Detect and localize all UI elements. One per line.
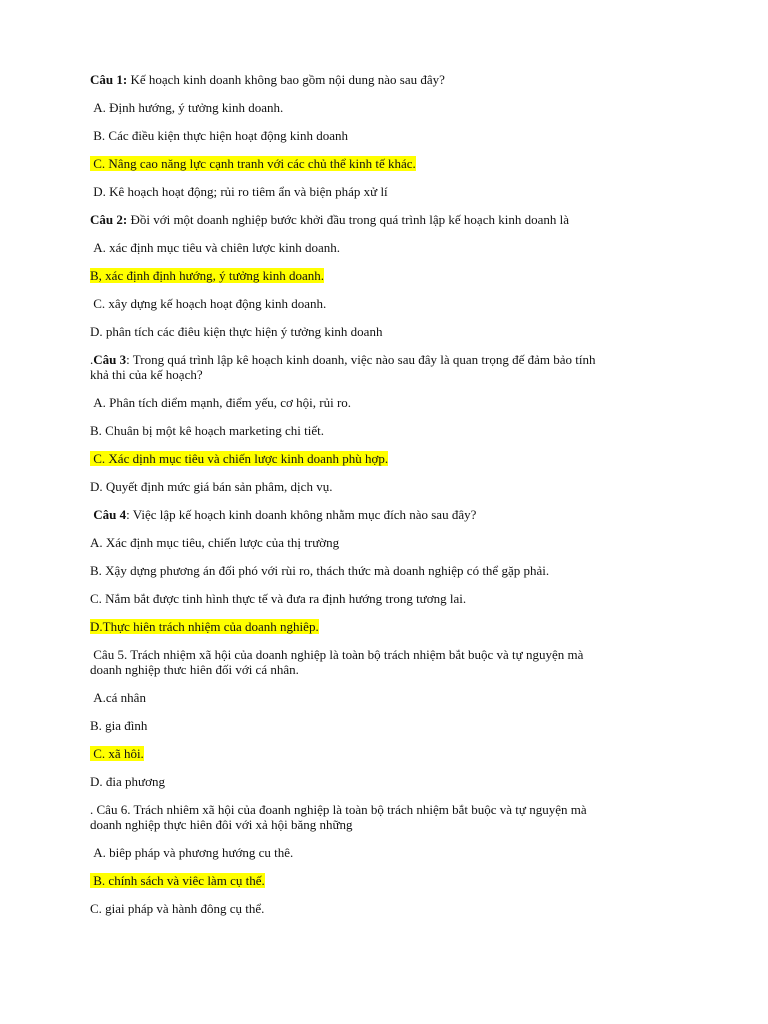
- answer-option: [90, 395, 610, 410]
- question-5-text: [90, 647, 610, 677]
- answer-option-text: A. Xác định mục tiêu, chiến lược của thị trường: [90, 535, 340, 550]
- answer-option-text: A.cá nhân: [90, 690, 146, 705]
- question-body: : Việc lập kế hoạch kinh doanh không nhằm mục đích nào sau đây?: [126, 507, 477, 522]
- question-body: . Câu 6. Trách nhiêm xã hội của đoanh nghiệp là toàn bộ trách nhiệm bắt buộc và tự nguyện mà doanh nghiệp thực hiên đôi với xả hội băng những: [90, 802, 590, 832]
- correct-answer-text: B. chính sách và viêc làm cụ thế.: [90, 873, 265, 888]
- correct-answer-text: C. Nâng cao năng lực cạnh tranh với các chủ thể kinh tế khác.: [90, 156, 416, 171]
- question-6-text: [90, 802, 610, 832]
- answer-option: [90, 845, 610, 860]
- answer-option-text: A. xác định mục tiêu và chiên lược kinh doanh.: [90, 240, 341, 255]
- answer-option: [90, 746, 610, 761]
- answer-option: [90, 873, 610, 888]
- answer-option: [90, 184, 610, 199]
- answer-option: [90, 128, 610, 143]
- answer-option-text: D. Quyết định mức giá bán sản phâm, dịch vụ.: [90, 479, 333, 494]
- answer-option-text: D. phân tích các điêu kiện thực hiện ý tưởng kinh doanh: [90, 324, 383, 339]
- answer-option: [90, 100, 610, 115]
- question-2-text: [90, 212, 610, 227]
- answer-option: [90, 901, 610, 916]
- answer-option: [90, 563, 610, 578]
- question-prefix: .: [90, 352, 94, 367]
- answer-option: [90, 619, 610, 634]
- correct-answer-text: C. xã hôi.: [90, 746, 144, 761]
- question-label: Câu 2:: [90, 212, 128, 227]
- question-body: Câu 5. Trách nhiệm xã hội của doanh nghiệp là toàn bộ trách nhiệm bắt buộc và tự nguyện mà doanh nghiệp thưc hiên đối với cá nhân.: [90, 647, 587, 677]
- answer-option: [90, 535, 610, 550]
- answer-option: [90, 296, 610, 311]
- answer-option: [90, 591, 610, 606]
- quiz-content: [90, 72, 610, 929]
- answer-option: [90, 774, 610, 789]
- correct-answer-text: B, xác định định hướng, ý tưởng kinh doanh.: [90, 268, 325, 283]
- answer-option: [90, 324, 610, 339]
- answer-option-text: B. gia đình: [90, 718, 148, 733]
- question-body: Kế hoạch kinh doanh không bao gồm nội dung nào sau đây?: [127, 72, 445, 87]
- answer-option: [90, 156, 610, 171]
- answer-option-text: A. biêp pháp và phương hướng cu thê.: [90, 845, 294, 860]
- answer-option-text: D. Kê hoạch hoạt động; rủi ro tiêm ẩn và biện pháp xử lí: [90, 184, 388, 199]
- answer-option-text: C. Nắm bắt được tinh hình thực tế và đưa ra định hướng trong tương lai.: [90, 591, 467, 606]
- answer-option: [90, 718, 610, 733]
- answer-option-text: A. Phân tích diểm mạnh, điểm yếu, cơ hội, rủi ro.: [90, 395, 352, 410]
- answer-option: [90, 451, 610, 466]
- answer-option: [90, 240, 610, 255]
- question-label: Câu 1:: [90, 72, 128, 87]
- answer-option: [90, 479, 610, 494]
- question-label: Câu 3: [93, 352, 127, 367]
- question-body: Đồi với một doanh nghiệp bước khởi đầu trong quá trình lập kế hoạch kinh doanh là: [127, 212, 569, 227]
- question-4-text: [90, 507, 610, 522]
- correct-answer-text: C. Xác dịnh mục tiêu và chiến lược kinh doanh phù hợp.: [90, 451, 389, 466]
- answer-option-text: D. đia phương: [90, 774, 165, 789]
- answer-option: [90, 690, 610, 705]
- correct-answer-text: D.Thực hiên trách nhiệm của doanh nghiêp.: [90, 619, 319, 634]
- question-3-text: [90, 352, 610, 382]
- answer-option-text: C. xây dựng kế hoạch hoạt động kinh doanh.: [90, 296, 327, 311]
- question-label: Câu 4: [93, 507, 127, 522]
- question-body: : Trong quá trình lập kê hoạch kinh doanh, việc nào sau đây là quan trọng đế đảm bảo tính khả thi của kế hoạch?: [90, 352, 599, 382]
- answer-option-text: B. Chuân bị một kê hoạch marketing chi tiết.: [90, 423, 324, 438]
- answer-option-text: B. Xậy dựng phương án đối phó với rùi ro, thách thức mà doanh nghiệp có thể gặp phải.: [90, 563, 550, 578]
- answer-option-text: C. giai pháp và hành đông cụ thể.: [90, 901, 265, 916]
- answer-option-text: B. Các điều kiện thực hiện hoạt động kinh doanh: [90, 128, 348, 143]
- answer-option: [90, 423, 610, 438]
- answer-option: [90, 268, 610, 283]
- answer-option-text: A. Định hướng, ý tưởng kinh doanh.: [90, 100, 284, 115]
- question-1-text: [90, 72, 610, 87]
